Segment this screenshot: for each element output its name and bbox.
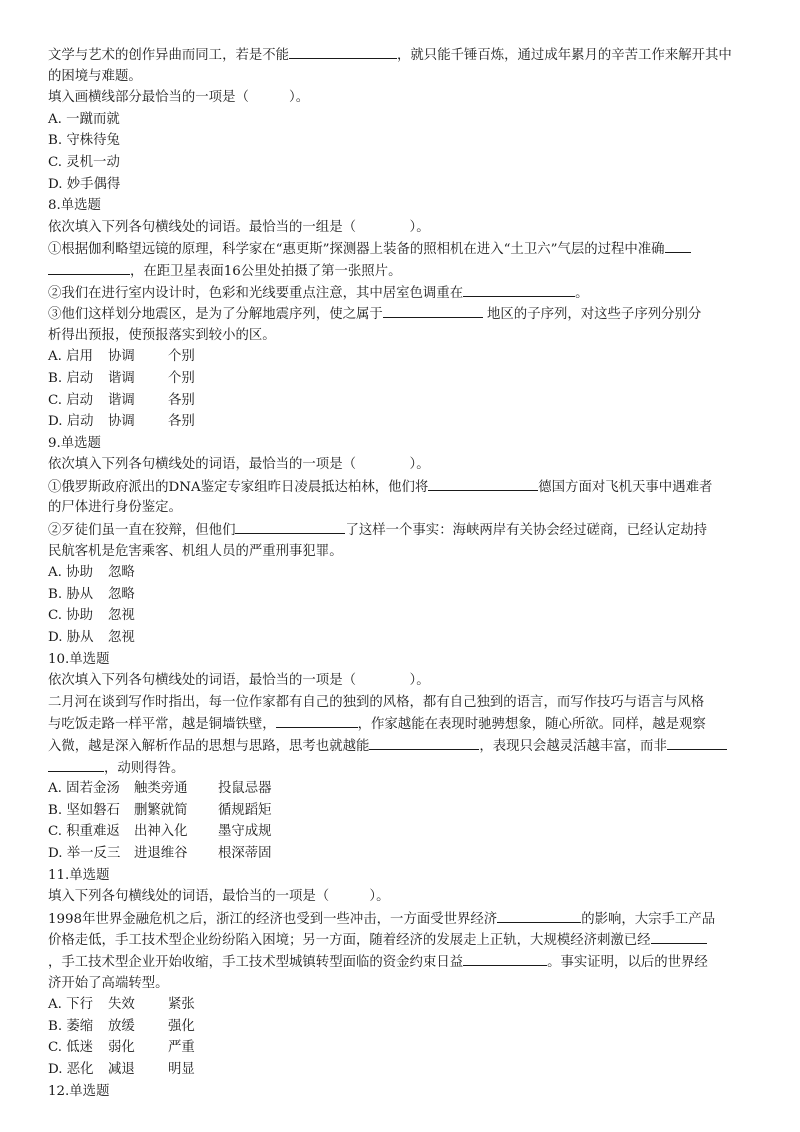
q11-passage-line-3 xyxy=(48,951,752,973)
q7-option-d: D. 妙手偶得 xyxy=(48,176,121,192)
q8-sentence-text: 地区的子序列，对这些子序列分别分 xyxy=(482,307,702,323)
q11-option-a: A. 下行 失效 紧张 xyxy=(48,997,195,1013)
q10-heading: 10.单选题 xyxy=(48,651,110,667)
q12-heading: 12.单选题 xyxy=(48,1083,110,1099)
q8-sentence-3-line-2: 析得出预报，使预报落实到较小的区。 xyxy=(48,327,276,343)
answer-blank xyxy=(383,303,483,318)
q9-sentence-2-line-2: 民航客机是危害乘客、机组人员的严重刑事犯罪。 xyxy=(48,543,343,559)
q10-passage-text: ，作家越能在表现时驰骋想象，随心所欲。同样，越是观察 xyxy=(357,717,706,733)
q9-option-c: C. 协助 忽视 xyxy=(48,608,135,624)
answer-blank xyxy=(48,757,104,772)
q9-sentence-text: ②歹徒们虽一直在狡辩，但他们 xyxy=(48,523,236,539)
q7-prompt: 填入画横线部分最恰当的一项是（ ）。 xyxy=(48,90,310,106)
q8-sentence-text: ①根据伽利略望远镜的原理，科学家在“惠更斯”探测器上装备的照相机在进入“土卫六”气层的过程中准确 xyxy=(48,242,665,258)
q11-passage-text: 的影响，大宗手工产品 xyxy=(581,911,716,927)
q8-option-b: B. 启动 谐调 个别 xyxy=(48,370,195,386)
answer-blank xyxy=(48,260,130,275)
q9-heading: 9.单选题 xyxy=(48,435,101,451)
q11-prompt: 填入下列各句横线处的词语，最恰当的一项是（ ）。 xyxy=(48,889,390,905)
q10-option-a: A. 固若金汤 触类旁通 投鼠忌器 xyxy=(48,781,272,797)
q10-prompt: 依次填入下列各句横线处的词语，最恰当的一项是（ ）。 xyxy=(48,673,430,689)
q11-passage-text: 1998年世界金融危机之后，浙江的经济也受到一些冲击，一方面受世界经济 xyxy=(48,911,498,927)
q11-passage-line-1 xyxy=(48,908,752,930)
q10-option-c: C. 积重难返 出神入化 墨守成规 xyxy=(48,824,272,840)
q11-passage-line-2 xyxy=(48,929,752,951)
q10-passage-line-1: 二月河在谈到写作时指出，每一位作家都有自己的独到的风格，都有自己独到的语言，而写作技巧与语言与风格 xyxy=(48,694,705,710)
q10-option-b: B. 坚如磐石 删繁就简 循规蹈矩 xyxy=(48,802,272,818)
q11-option-c: C. 低迷 弱化 严重 xyxy=(48,1040,195,1056)
q8-sentence-text: ②我们在进行室内设计时，色彩和光线要重点注意，其中居室色调重在 xyxy=(48,285,464,301)
q8-option-c: C. 启动 谐调 各别 xyxy=(48,392,195,408)
q10-passage-line-2 xyxy=(48,713,752,735)
q7-stem-text: 文学与艺术的创作异曲而同工，若是不能 xyxy=(48,48,290,63)
q9-sentence-text: 了这样一个事实：海峡两岸有关协会经过磋商，已经认定劫持 xyxy=(345,523,708,539)
answer-blank xyxy=(369,735,479,750)
q10-option-d: D. 举一反三 进退维谷 根深蒂固 xyxy=(48,845,272,861)
q10-passage-text: 与吃饭走路一样平常，越是铜墙铁壁， xyxy=(48,717,276,733)
q7-stem-line-1 xyxy=(48,44,752,66)
exam-page xyxy=(48,44,752,1102)
q8-heading: 8.单选题 xyxy=(48,198,101,214)
answer-blank xyxy=(428,476,538,491)
q11-heading: 11.单选题 xyxy=(48,867,110,883)
answer-blank xyxy=(463,951,547,966)
q8-sentence-1-line-1 xyxy=(48,238,752,260)
answer-blank xyxy=(667,735,727,750)
q9-option-b: B. 胁从 忽略 xyxy=(48,586,135,602)
q9-prompt: 依次填入下列各句横线处的词语，最恰当的一项是（ ）。 xyxy=(48,457,430,473)
q10-passage-text: 入微，越是深入解析作品的思想与思路，思考也就越能 xyxy=(48,739,370,754)
answer-blank xyxy=(497,908,581,923)
q11-option-b: B. 萎缩 放缓 强化 xyxy=(48,1018,195,1034)
q8-sentence-1-line-2 xyxy=(48,260,752,282)
q11-passage-line-4: 济开始了高端转型。 xyxy=(48,975,169,991)
answer-blank xyxy=(276,713,358,728)
q8-sentence-text: ③他们这样划分地震区，是为了分解地震序列，使之属于 xyxy=(48,307,383,323)
q10-passage-line-4 xyxy=(48,757,752,779)
q8-prompt: 依次填入下列各句横线处的词语。最恰当的一组是（ ）。 xyxy=(48,219,430,235)
q7-stem-text: ，就只能千锤百炼，通过成年累月的辛苦工作来解开其中 xyxy=(397,48,732,63)
q8-option-a: A. 启用 协调 个别 xyxy=(48,349,195,365)
q11-passage-text: 价格走低，手工技术型企业纷纷陷入困境；另一方面，随着经济的发展走上正轨，大规模经济刺激已经 xyxy=(48,933,651,949)
q11-passage-text: 。事实证明，以后的世界经 xyxy=(547,954,708,970)
answer-blank xyxy=(651,929,707,944)
q9-sentence-2-line-1 xyxy=(48,519,752,541)
q10-passage-text: ，表现只会越灵活越丰富，而非 xyxy=(479,739,667,754)
q10-passage-line-3 xyxy=(48,735,752,757)
q8-sentence-3-line-1 xyxy=(48,303,752,325)
q11-option-d: D. 恶化 减退 明显 xyxy=(48,1061,195,1077)
q8-sentence-text: ，在距卫星表面16公里处拍摄了第一张照片。 xyxy=(130,263,402,279)
q9-sentence-text: ①俄罗斯政府派出的DNA鉴定专家组昨日凌晨抵达柏林，他们将 xyxy=(48,479,429,495)
answer-blank xyxy=(289,44,397,59)
q7-stem-line-2: 的困境与难题。 xyxy=(48,68,142,84)
answer-blank xyxy=(235,519,345,534)
q7-option-b: B. 守株待兔 xyxy=(48,133,120,149)
q8-sentence-2 xyxy=(48,282,752,304)
q7-option-a: A. 一蹴而就 xyxy=(48,111,120,127)
q9-sentence-text: 德国方面对飞机天事中遇难者 xyxy=(538,479,713,495)
q8-sentence-text: 。 xyxy=(575,285,589,301)
q7-option-c: C. 灵机一动 xyxy=(48,154,120,170)
q11-passage-text: ，手工技术型企业开始收缩，手工技术型城镇转型面临的资金约束日益 xyxy=(48,954,464,970)
q9-sentence-1-line-2: 的尸体进行身份鉴定。 xyxy=(48,500,182,516)
q9-option-a: A. 协助 忽略 xyxy=(48,565,135,581)
q10-passage-text: ，动则得咎。 xyxy=(104,760,185,776)
q8-option-d: D. 启动 协调 各别 xyxy=(48,414,195,430)
q9-option-d: D. 胁从 忽视 xyxy=(48,630,135,646)
q9-sentence-1-line-1 xyxy=(48,476,752,498)
answer-blank xyxy=(665,238,691,253)
answer-blank xyxy=(463,282,575,297)
